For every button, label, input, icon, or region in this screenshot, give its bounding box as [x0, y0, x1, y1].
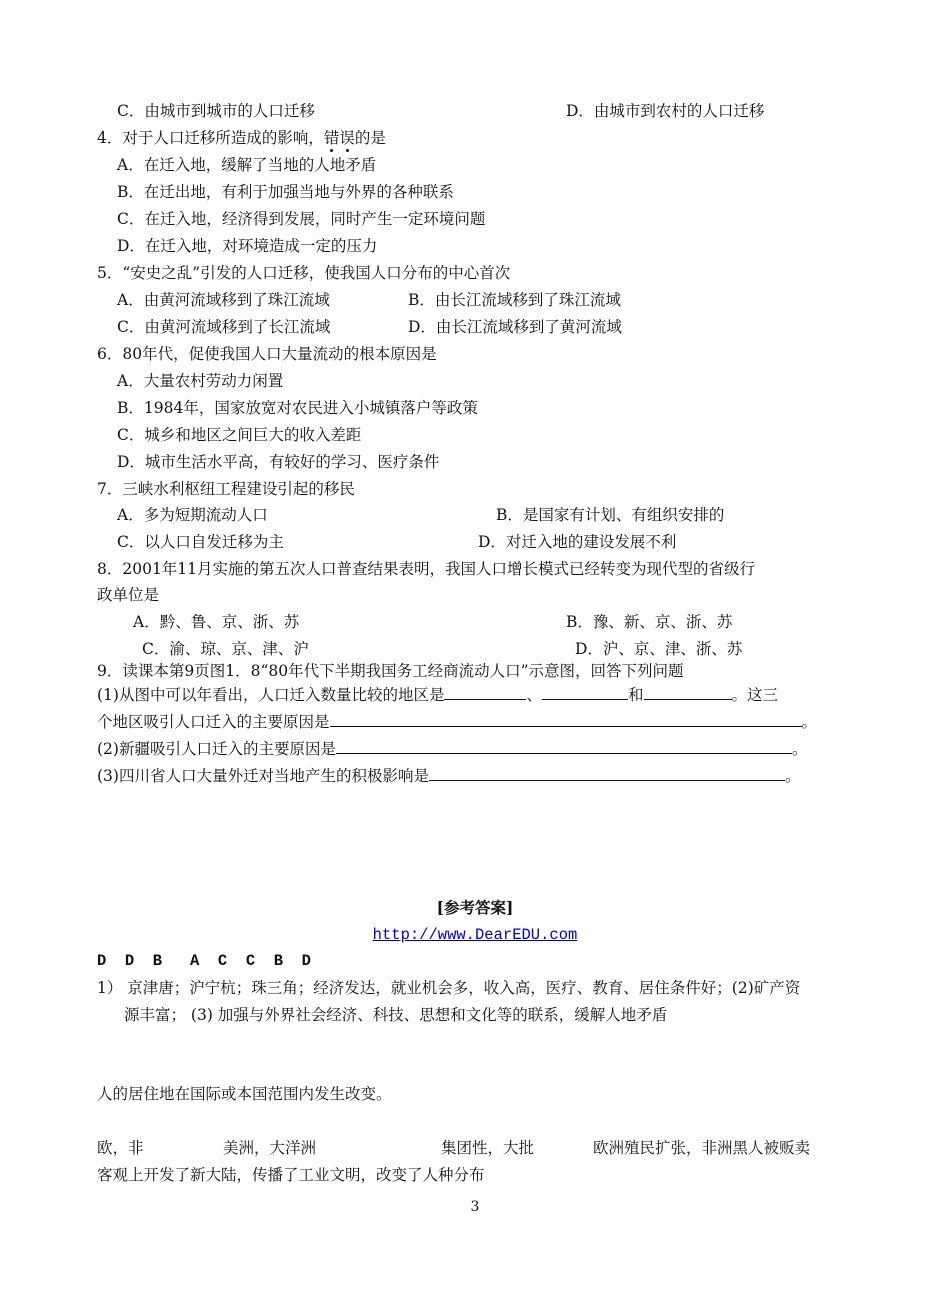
answer-blank-5[interactable]	[336, 738, 792, 754]
q8-option-c: C．渝、琼、京、津、沪	[142, 640, 309, 658]
period: 。	[784, 767, 801, 785]
q6-option-a: A．大量农村劳动力闲置	[117, 372, 284, 390]
period: 。	[791, 740, 808, 758]
q8-stem-line-1: 8．2001年11月实施的第五次人口普查结果表明，我国人口增长模式已经转变为现代型的省级行	[97, 560, 756, 578]
source-link[interactable]: http://www.DearEDU.com	[372, 926, 578, 944]
q6-option-b: B．1984年，国家放宽对农民进入小城镇落户等政策	[117, 399, 478, 417]
answer-line-1: 1） 京津唐；沪宁杭；珠三角；经济发达，就业机会多，收入高，医疗、教育、居住条件好；(2)矿产资	[97, 979, 801, 997]
answer-blank-2[interactable]	[542, 684, 628, 700]
q9-part-1-end: 。这三	[731, 686, 779, 704]
q8-stem-line-2: 政单位是	[97, 586, 160, 604]
q4-option-d: D．在迁入地，对环境造成一定的压力	[117, 237, 378, 255]
q8-option-d: D．沪、京、津、浙、苏	[575, 640, 743, 658]
q5-option-c: C．由黄河流域移到了长江流域	[117, 318, 331, 336]
q5-option-d: D．由长江流域移到了黄河流域	[408, 318, 622, 336]
q7-stem: 7．三峡水利枢纽工程建设引起的移民	[97, 480, 355, 498]
answer-line-2: 源丰富； (3) 加强与外界社会经济、科技、思想和文化等的联系，缓解人地矛盾	[124, 1006, 668, 1024]
q9-stem: 9．读课本第9页图1．8“80年代下半期我国务工经商流动人口”示意图，回答下列问题	[97, 662, 684, 680]
q4-stem	[97, 128, 386, 148]
q9-part-3-text: (3)四川省人口大量外迁对当地产生的积极影响是	[97, 767, 429, 785]
q9-part-2	[97, 738, 807, 759]
separator: 、	[526, 686, 542, 704]
q5-option-a: A．由黄河流域移到了珠江流域	[117, 291, 330, 309]
q6-stem: 6．80年代，促使我国人口大量流动的根本原因是	[97, 345, 437, 363]
note-cell-2: 美洲，大洋洲	[223, 1139, 317, 1157]
q4-emphasis-char-1: 错	[323, 129, 340, 147]
page-number: 3	[470, 1199, 480, 1215]
answer-blank-6[interactable]	[429, 765, 785, 781]
separator: 和	[627, 686, 644, 704]
q4-option-a: A．在迁入地，缓解了当地的人地矛盾	[117, 156, 377, 174]
q7-option-c: C．以人口自发迁移为主	[117, 533, 284, 551]
q9-part-1-text: (1)从图中可以年看出，人口迁入数量比较的地区是	[97, 686, 445, 704]
note-cell-4: 欧洲殖民扩张，非洲黑人被贩卖	[593, 1139, 811, 1157]
q4-stem-end: 的是	[354, 129, 386, 147]
q7-option-b: B．是国家有计划、有组织安排的	[496, 506, 725, 524]
answer-blank-3[interactable]	[644, 684, 732, 700]
q4-option-c: C．在迁入地，经济得到发展，同时产生一定环境问题	[117, 210, 486, 228]
q5-option-b: B．由长江流域移到了珠江流域	[408, 291, 621, 309]
q7-option-d: D．对迁入地的建设发展不利	[478, 533, 677, 551]
q3-option-d: D．由城市到农村的人口迁移	[566, 102, 765, 120]
q9-part-2-text: (2)新疆吸引人口迁入的主要原因是	[97, 740, 336, 758]
q4-stem-text: 4．对于人口迁移所造成的影响，	[97, 129, 324, 147]
q4-emphasis-char-2: 误	[339, 129, 355, 147]
q8-option-a: A．黔、鲁、京、浙、苏	[133, 613, 300, 631]
note-cell-3: 集团性，大批	[441, 1139, 535, 1157]
note-cell-1: 欧，非	[97, 1139, 144, 1157]
q5-stem: 5．“安史之乱”引发的人口迁移，使我国人口分布的中心首次	[97, 264, 511, 282]
period: 。	[801, 713, 818, 731]
answer-blank-4[interactable]	[330, 711, 802, 727]
answer-keys: D D B A C C B D	[97, 952, 311, 970]
answers-link-wrap	[0, 925, 950, 945]
q9-part-3	[97, 765, 800, 786]
q7-option-a: A．多为短期流动人口	[117, 506, 268, 524]
q6-option-c: C．城乡和地区之间巨大的收入差距	[117, 426, 362, 444]
q9-part-1-reason-text: 个地区吸引人口迁入的主要原因是	[97, 713, 330, 731]
q3-option-c: C．由城市到城市的人口迁移	[117, 102, 315, 120]
note-line-1: 人的居住地在国际或本国范围内发生改变。	[97, 1085, 392, 1103]
answer-blank-1[interactable]	[444, 684, 526, 700]
note-line-3: 客观上开发了新大陆，传播了工业文明，改变了人种分布	[97, 1166, 485, 1184]
q9-part-1-line-1	[97, 684, 778, 705]
q4-option-b: B．在迁出地，有利于加强当地与外界的各种联系	[117, 183, 454, 201]
answers-title: [参考答案]	[436, 898, 514, 917]
q8-option-b: B．豫、新、京、浙、苏	[566, 613, 733, 631]
q6-option-d: D．城市生活水平高，有较好的学习、医疗条件	[117, 453, 440, 471]
q9-part-1-line-2	[97, 711, 817, 732]
